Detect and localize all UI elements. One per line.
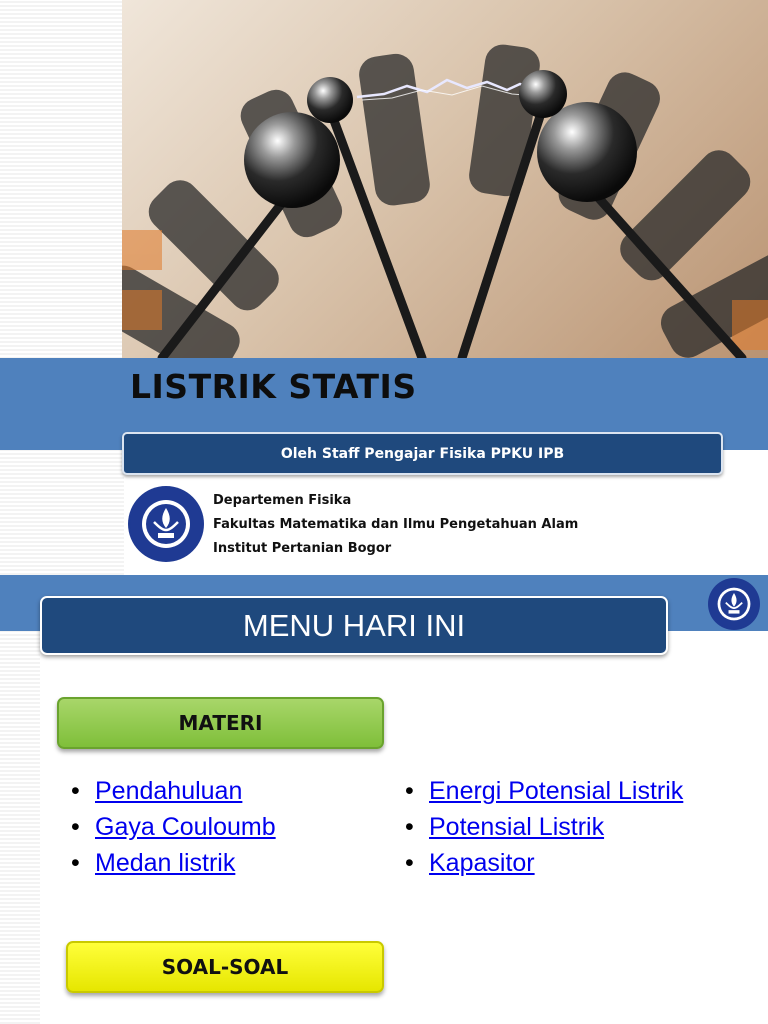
link-medan-listrik[interactable]: Medan listrik bbox=[95, 849, 236, 877]
list-item bbox=[71, 845, 276, 881]
slide-menu bbox=[0, 575, 768, 1024]
author-bar bbox=[122, 432, 723, 475]
link-pendahuluan[interactable]: Pendahuluan bbox=[95, 777, 243, 805]
list-item bbox=[405, 809, 683, 845]
slide-title-text: LISTRIK STATIS bbox=[130, 367, 417, 406]
list-item bbox=[71, 809, 276, 845]
affiliation-block bbox=[213, 489, 578, 561]
menu-header-text: MENU HARI INI bbox=[242, 607, 466, 643]
affiliation-department: Departemen Fisika bbox=[213, 493, 352, 508]
decorative-stripes bbox=[0, 575, 40, 1024]
link-potensial-listrik[interactable]: Potensial Listrik bbox=[429, 813, 605, 841]
list-item bbox=[405, 773, 683, 809]
ipb-logo bbox=[128, 486, 204, 562]
ipb-logo-icon bbox=[128, 486, 204, 562]
ipb-logo-icon bbox=[708, 578, 760, 630]
decorative-stripes bbox=[0, 0, 124, 575]
electrostatic-photo bbox=[122, 0, 768, 358]
materi-list-right bbox=[405, 773, 683, 881]
soal-button-label: SOAL-SOAL bbox=[161, 955, 289, 979]
affiliation-institute: Institut Pertanian Bogor bbox=[213, 541, 392, 556]
soal-button[interactable] bbox=[66, 941, 384, 993]
list-item bbox=[405, 845, 683, 881]
materi-button[interactable] bbox=[57, 697, 384, 749]
materi-list-left bbox=[71, 773, 276, 881]
author-text: Oleh Staff Pengajar Fisika PPKU IPB bbox=[280, 445, 565, 462]
link-kapasitor[interactable]: Kapasitor bbox=[429, 849, 535, 877]
affiliation-faculty: Fakultas Matematika dan Ilmu Pengetahuan Alam bbox=[213, 517, 579, 532]
menu-header bbox=[40, 596, 668, 655]
list-item bbox=[71, 773, 276, 809]
link-energi-potensial-listrik[interactable]: Energi Potensial Listrik bbox=[429, 777, 684, 805]
ipb-logo-small bbox=[708, 578, 760, 630]
link-gaya-couloumb[interactable]: Gaya Couloumb bbox=[95, 813, 276, 841]
materi-button-label: MATERI bbox=[178, 711, 263, 735]
